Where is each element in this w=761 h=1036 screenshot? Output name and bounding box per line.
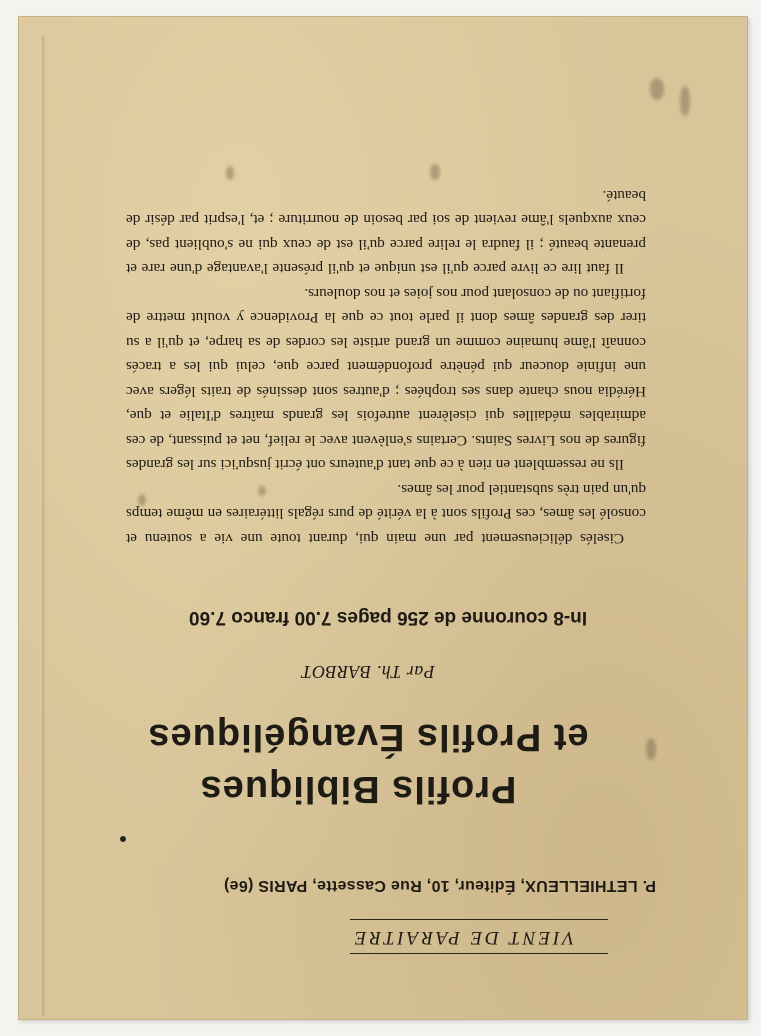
header-top-rule bbox=[350, 953, 608, 954]
bullet-dot bbox=[120, 836, 126, 842]
paragraph-3: Il faut lire ce livre parce qu'il est unique et qu'il présente l'avantage d'une rare et prenante beauté ; il faudra le relire parce qu'il est de ceux qui ne s'oublient pas, de ceux auxquels l'âme revient de soi par besoin de nourriture ; et, l'esprit par désir de beauté. bbox=[126, 187, 646, 278]
book-title-line-1: Profils Bibliques bbox=[199, 768, 517, 810]
announcement-header: VIENT DE PARAITRE bbox=[351, 927, 575, 948]
header-bottom-rule bbox=[350, 919, 608, 920]
paragraph-1: Ciselés délicieusement par une main qui, durant toute une vie a soutenu et consolé les âmes, ces Profils sont à la vérité de purs régals littéraires en même temps qu'un pain très substantiel pour les âmes. bbox=[126, 481, 646, 547]
upside-down-content bbox=[18, 16, 748, 1020]
edition-details: In-8 couronne de 256 pages 7.00 franco 7.60 bbox=[188, 607, 588, 628]
description-body bbox=[126, 183, 646, 551]
paragraph-2: Ils ne ressemblent en rien à ce que tant d'auteurs ont écrit jusqu'ici sur les grandes figures de nos Livres Saints. Certains s'enlèvent avec le relief, net et puissant, de ces admirables médailles qui ciselèrent autrefois les grands maîtres d'Italie et que, Hérédia nous chante dans ses trophées ; d'autres sont dessinés de traits légers avec une infinie douceur qui pénètre profondément parce que, celui qui les a tracés connaît l'âme humaine comme un grand artiste les cordes de sa harpe, et qu'il a su tirer des grandes âmes dont il parle tout ce que la Providence y voulut mettre de fortifiant ou de consolant pour nos joies et nos douleurs. bbox=[126, 285, 646, 474]
publisher-line: P. LETHIELLEUX, Éditeur, 10, Rue Cassette, PARIS (6e) bbox=[223, 877, 656, 894]
author-line: Par Th. BARBOT bbox=[301, 662, 435, 682]
printed-page bbox=[18, 16, 748, 1020]
book-title-line-2: et Profils Évangéliques bbox=[147, 716, 589, 758]
